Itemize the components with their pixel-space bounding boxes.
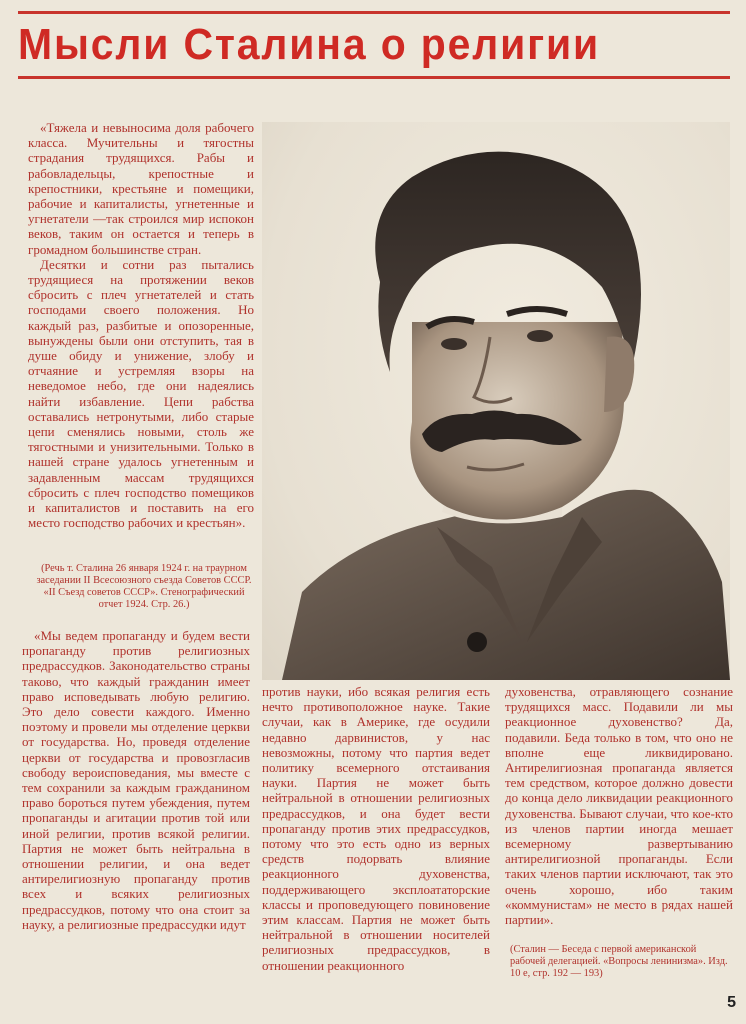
quote-1-paragraph-1: «Тяжела и невыносима доля рабочего класса. Мучительны и тягостны страдания трудящихся. Рабы и рабовладельцы, крепостные и крепостники, крестьяне и помещики, рабочие и капиталисты, угнетенные и угнетатели —так строился мир испокон веков, таким он остается и теперь в громадном большинстве стран. <box>28 120 254 257</box>
portrait-photo <box>262 122 730 680</box>
quote-1-paragraph-2: Десятки и сотни раз пытались трудящиеся на протяжении веков сбросить с плеч угнетателей и стать господами своего положения. Но каждый раз, разбитые и опозоренные, вынуждены были они отступить, тая в душе обиду и унижение, злобу и отчаяние и устремляя взоры на неведомое небо, где они надеялись найти избавление. Цепи рабства оставались нетронутыми, либо старые цепи сменялись новыми, столь же тягостными и унизительными. Только в нашей стране удалось угнетенным и задавленным массам трудящихся сбросить с плеч господство помещиков и капиталистов и поставить на его место господство рабочих и крестьян». <box>28 256 254 531</box>
quote-2-column-1 <box>22 628 250 932</box>
page-number: 5 <box>727 994 736 1011</box>
quote-2-column-3 <box>505 684 733 927</box>
title-underline <box>18 76 730 79</box>
quote-2-column-2 <box>262 684 490 973</box>
quote-1 <box>28 120 254 530</box>
quote-2-column-1-text: «Мы ведем пропаганду и будем вести пропаганду против религиозных предрассудков. Законодательство страны таково, что каждый гражданин имеет право исповедывать любую религию. Это дело совести каждого. Именно поэтому и провели мы отделение церкви от государства. Но, проведя отделение церкви от государства и провозгласив свободу вероисповедания, мы вместе с тем сохранили за каждым гражданином право бороться путем убеждения, путем пропаганды и агитации против той или иной религии, против всякой религии. Партия не может быть нейтральна в отношении религии, и она ведет антирелигиозную пропаганду против всех и всяких религиозных предрассудков, потому что она стоит за науку, а религиозные предрассудки идут <box>22 628 250 932</box>
quote-2-column-3-text: духовенства, отравляющего сознание трудящихся масс. Подавили ли мы реакционное духовенство? Да, подавили. Беда только в том, что оно не вполне еще ликвидировано. Антирелигиозная пропаганда является тем средством, которое должно довести до конца дело ликвидации реакционного духовенства. Бывают случаи, что кое-кто из членов партии иногда мешает всемерному развертыванию антирелигиозной пропаганды. Если таких членов партии исключают, так это очень хорошо, ибо таким «коммунистам» не место в рядах нашей партии». <box>505 684 733 928</box>
quote-1-citation: (Речь т. Сталина 26 января 1924 г. на траурном заседании II Всесоюзного съезда Советов СССР. «II Съезд советов СССР». Стенографический отчет 1924. Стр. 26.) <box>36 563 252 610</box>
top-rule <box>18 11 730 14</box>
quote-2-column-2-text: против науки, ибо всякая религия есть нечто противоположное науке. Такие случаи, как в Америке, где осудили недавно дарвинистов, у нас невозможны, потому что партия ведет политику всемерного отстаивания науки. Партия не может быть нейтральной в отношении религиозных предрассудков, и она будет вести пропаганду против этих предрассудков, потому что это есть одно из верных средств подорвать влияние реакционного духовенства, поддерживающего эксплоататорские классы и проповедующего повиновение этим классам. Партия не может быть нейтральной в отношении носителей религиозных предрассудков, в отношении реакционного <box>262 684 490 973</box>
quote-2-citation: (Сталин — Беседа с первой американской рабочей делегацией. «Вопросы ленинизма». Изд. 10 е, стр. 192 — 193) <box>510 944 728 979</box>
portrait-illustration <box>262 122 730 680</box>
page-title: Мысли Сталина о религии <box>18 20 601 69</box>
